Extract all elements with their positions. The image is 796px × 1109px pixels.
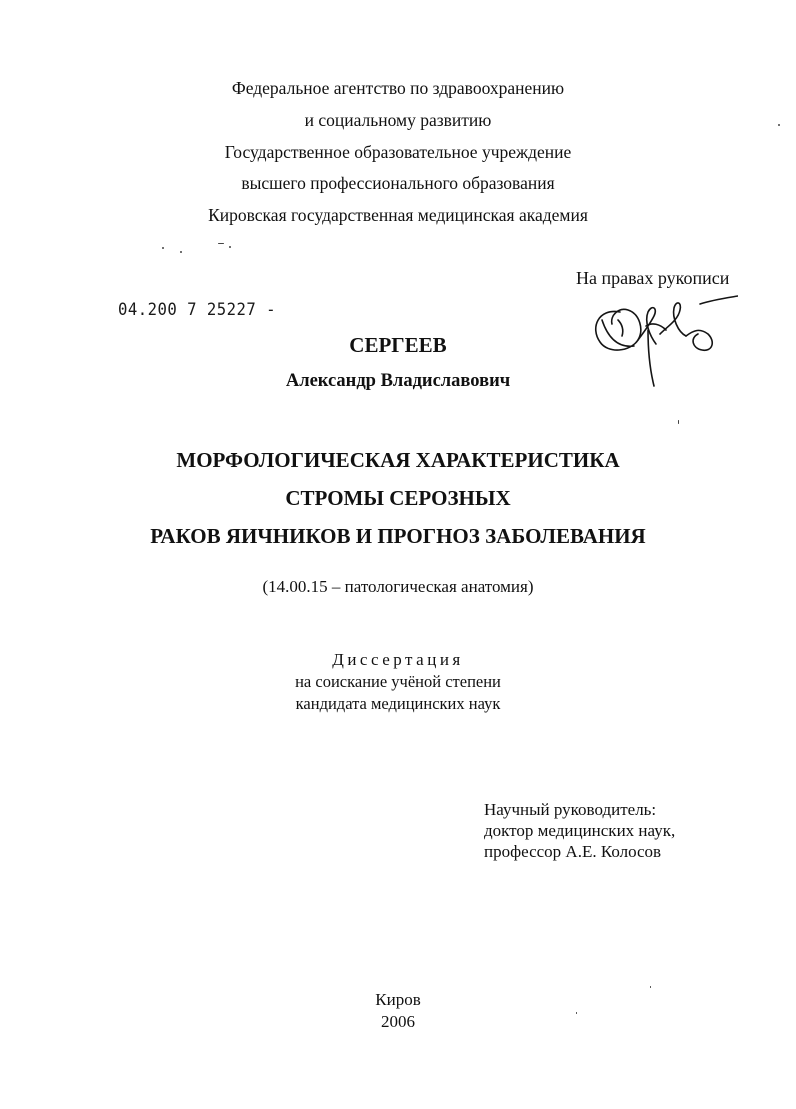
author-given-names: Александр Владиславович (285, 371, 511, 391)
scan-speck (218, 243, 224, 244)
thesis-title-line-3: РАКОВ ЯИЧНИКОВ И ПРОГНОЗ ЗАБОЛЕВАНИЯ (150, 524, 646, 548)
scan-speck (162, 247, 164, 249)
institution-line-4: высшего профессионального образования (241, 173, 555, 193)
thesis-title-line-1: МОРФОЛОГИЧЕСКАЯ ХАРАКТЕРИСТИКА (176, 448, 620, 472)
supervisor-label: Научный руководитель: (484, 800, 657, 819)
institution-line-2: и социальному развитию (304, 110, 492, 130)
scan-speck (678, 420, 679, 424)
archive-stamp-number: 04.200 7 25227 - (118, 300, 277, 320)
scan-speck (650, 986, 651, 988)
institution-line-5: Кировская государственная медицинская академия (208, 205, 588, 225)
degree-line-1: на соискание учёной степени (295, 672, 501, 691)
scan-speck (778, 124, 780, 126)
institution-line-3: Государственное образовательное учреждение (224, 142, 572, 162)
thesis-title-line-2: СТРОМЫ СЕРОЗНЫХ (285, 486, 511, 510)
manuscript-rights-note: На правах рукописи (576, 268, 730, 288)
document-type: Диссертация (332, 650, 464, 669)
scan-speck (180, 251, 182, 253)
scan-speck (229, 246, 231, 248)
specialty-code: (14.00.15 – патологическая анатомия) (262, 577, 534, 596)
supervisor-name: профессор А.Е. Колосов (484, 842, 662, 861)
degree-line-2: кандидата медицинских наук (295, 694, 501, 713)
institution-line-1: Федеральное агентство по здравоохранению (231, 78, 565, 98)
year: 2006 (381, 1012, 415, 1031)
supervisor-degree: доктор медицинских наук, (484, 821, 676, 840)
author-surname: СЕРГЕЕВ (349, 333, 447, 357)
city: Киров (375, 990, 421, 1009)
